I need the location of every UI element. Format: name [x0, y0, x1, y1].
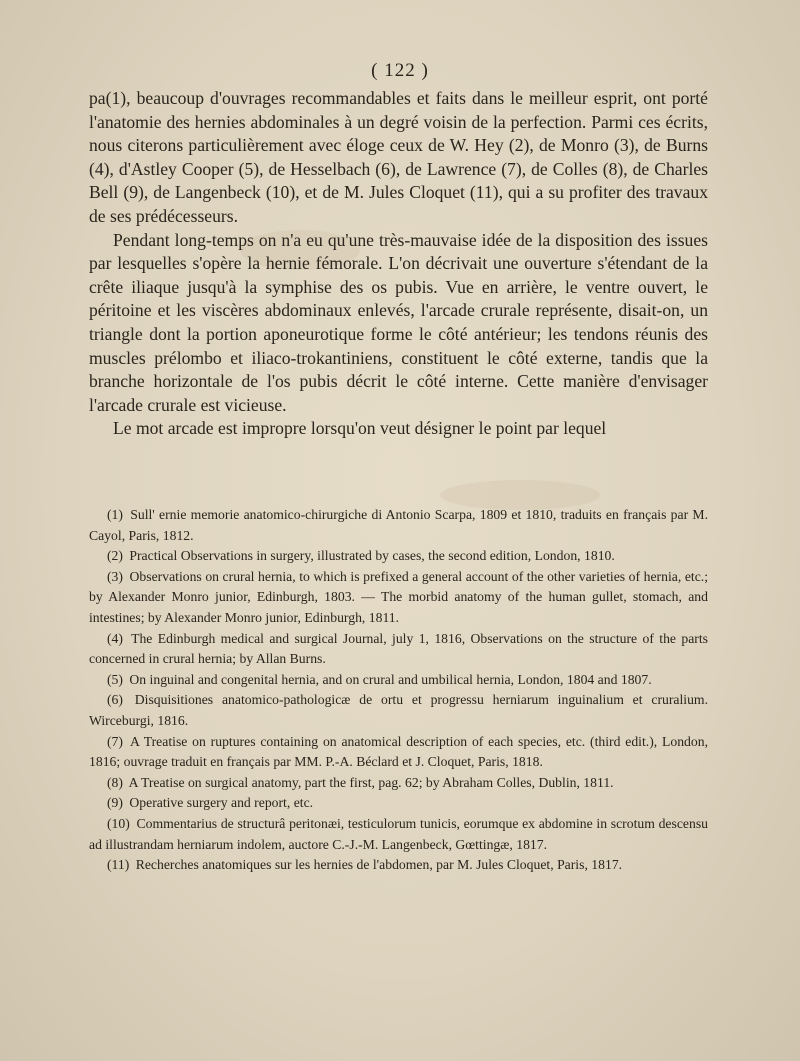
footnote-number: (2): [107, 548, 123, 564]
footnote-text: Observations on crural hernia, to which is prefixed a general account of the other varieties of hernia, etc.; by Alexander Monro junior, Edinburgh, 1803. — The morbid anatomy of the human gullet, stomach, and intestines; by Alexander Monro junior, Edinburgh, 1811.: [89, 568, 708, 625]
footnote-text: On inguinal and congenital hernia, and on crural and umbilical hernia, London, 1804 and 1807.: [129, 671, 652, 687]
footnote: [89, 505, 708, 546]
paragraph: pa(1), beaucoup d'ouvrages recommandables et faits dans le meilleur esprit, ont porté l'anatomie des hernies abdominales à un degré voisin de la perfection. Parmi ces écrits, nous citerons particulièrement avec éloge ceux de W. Hey (2), de Monro (3), de Burns (4), d'Astley Cooper (5), de Hesselbach (6), de Lawrence (7), de Colles (8), de Charles Bell (9), de Langenbeck (10), et de M. Jules Cloquet (11), qui a su profiter des travaux de ses prédécesseurs.: [89, 88, 708, 226]
footnote-text: Practical Observations in surgery, illustrated by cases, the second edition, London, 1810.: [129, 548, 615, 564]
footnote-number: (1): [107, 507, 123, 522]
footnote: [89, 814, 708, 855]
footnote-number: (9): [107, 795, 123, 811]
footnote: [89, 670, 708, 691]
footnote-number: (10): [107, 815, 130, 831]
footnote: [89, 773, 708, 794]
footnote-text: A Treatise on surgical anatomy, part the first, pag. 62; by Abraham Colles, Dublin, 1811.: [128, 774, 614, 790]
footnote-text: Commentarius de structurâ peritonæi, testiculorum tunicis, eorumque ex abdomine in scrotum descensu ad illustrandam herniarum indolem, auctore C.-J.-M. Langenbeck, Gœttingæ, 1817.: [89, 815, 708, 852]
footnote: [89, 546, 708, 567]
footnote: [89, 690, 708, 731]
footnote: [89, 567, 708, 629]
paragraph: Le mot arcade est impropre lorsqu'on veut désigner le point par lequel: [113, 418, 607, 439]
footnote: [89, 629, 708, 670]
footnote-text: Operative surgery and report, etc.: [129, 795, 314, 811]
footnote-number: (6): [107, 692, 123, 708]
footnote-number: (11): [107, 857, 130, 873]
footnote-number: (7): [107, 733, 123, 749]
footnote-text: The Edinburgh medical and surgical Journal, july 1, 1816, Observations on the structure of the parts concerned in crural hernia; by Allan Burns.: [89, 630, 708, 667]
footnote-text: Recherches anatomiques sur les hernies de l'abdomen, par M. Jules Cloquet, Paris, 1817.: [135, 857, 623, 873]
footnote-number: (5): [107, 671, 123, 687]
page-number: ( 122 ): [371, 60, 429, 81]
footnote-number: (4): [107, 630, 123, 646]
footnote: [89, 793, 708, 814]
footnote-number: (3): [107, 568, 123, 584]
footnote: [89, 855, 708, 876]
footnotes: [89, 505, 708, 876]
footnote-text: Sull' ernie memorie anatomico-chirurgiche di Antonio Scarpa, 1809 et 1810, traduits en français par M. Cayol, Paris, 1812.: [89, 507, 709, 543]
footnote: [89, 732, 708, 773]
footnote-number: (8): [107, 774, 123, 790]
main-text: [89, 87, 708, 441]
paragraph: Pendant long-temps on n'a eu qu'une très-mauvaise idée de la disposition des issues par lesquelles s'opère la hernie fémorale. L'on décrivait une ouverture s'étendant de la crête iliaque jusqu'à la symphise des os pubis. Vue en arrière, le ventre ouvert, le péritoine et les viscères abdominaux enlevés, l'arcade crurale représente, disait-on, un triangle dont la portion aponeurotique forme le côté antérieur; les tendons réunis des muscles prélombo et iliaco-trokantiniens, constituent le côté externe, tandis que la branche horizontale de l'os pubis décrit le côté interne. Cette manière d'envisager l'arcade crurale est vicieuse.: [89, 229, 708, 415]
footnote-text: Disquisitiones anatomico-pathologicæ de ortu et progressu herniarum inguinalium et cruralium. Wirceburgi, 1816.: [89, 692, 708, 728]
footnote-text: A Treatise on ruptures containing on anatomical description of each species, etc. (third edit.), London, 1816; ouvrage traduit en français par MM. P.-A. Béclard et J. Cloquet, Paris, 1818.: [89, 733, 708, 770]
